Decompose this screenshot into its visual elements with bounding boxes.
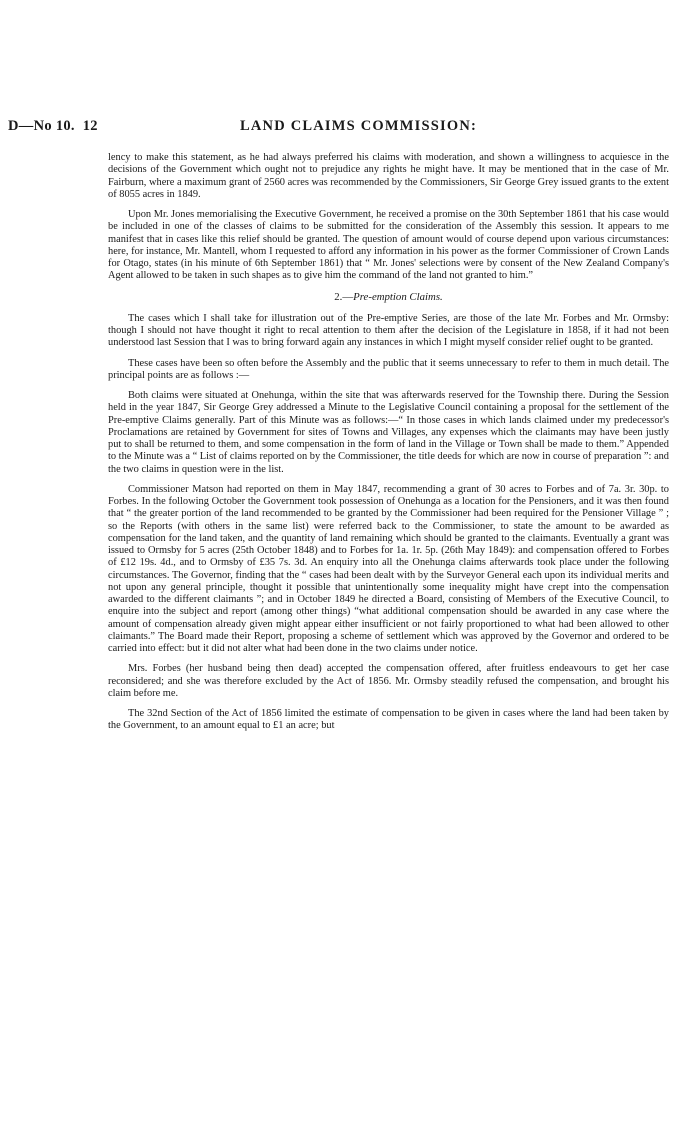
paragraph: Both claims were situated at Onehunga, within the site that was afterwards reserved for the Township there. During the Session held in the year 1847, Sir George Grey addressed a Minute to the Legislative Council containing a proposal for the settlement of the Pre-emptive Claims generally. Part of this Minute was as follows:—“ In those cases in which lands claimed under my predecessor's Proclamations are retained by Government for sites of Towns and Villages, any expenses which the claimants may have been justly put to shall be returned to them, and some compensation in the form of land in the Village or Town shall be made to them.” Appended to the Minute was a “ List of claims reported on by the Commissioner, the title deeds for which are now in course of preparation ”: and the two claims in question were in the list. bbox=[108, 390, 669, 475]
section-title: Pre-emption Claims. bbox=[353, 290, 443, 303]
paragraph: Mrs. Forbes (her husband being then dead) accepted the compensation offered, after fruitless endeavours to get her case reconsidered; and she was therefore excluded by the Act of 1856. Mr. Ormsby steadily refused the compensation, and brought his claim before me. bbox=[108, 663, 669, 699]
paragraph: These cases have been so often before the Assembly and the public that it seems unnecessary to refer to them in much detail. The principal points are as follows :— bbox=[108, 357, 669, 381]
section-heading bbox=[108, 291, 669, 303]
paragraph: Commissioner Matson had reported on them in May 1847, recommending a grant of 30 acres to Forbes and of 7a. 3r. 30p. to Forbes. In the following October the Government took possession of Onehunga as a location for the Pensioners, and it was then found that “ the greater portion of the land recommended to be granted by the Commissioner had been required for the Pensioner Village ” ; so the Reports (with others in the same list) were referred back to the Commissioner, to state the amount to be awarded as compensation for the land taken, and the quantity of land remaining which should be granted to the claimants. Eventually a grant was issued to Ormsby for 5 acres (25th October 1848) and to Forbes for 1a. 1r. 5p. (26th May 1849): and compensation offered to Forbes of £12 19s. 4d., and to Ormsby of £35 7s. 3d. An enquiry into all the Onehunga claims afterwards took place under the following circumstances. The Governor, finding that the “ cases had been dealt with by the Surveyor General each upon its individual merits and not upon any general principle, thought it possible that unintentionally some inequality might have crept into the compensation awarded to the different claimants ”; and in October 1849 he directed a Board, consisting of Members of the Executive Council, to enquire into the subject and report (among other things) “what additional compensation should be awarded in any case where the amount of compensation already given might appear either insufficient or not fairly proportioned to what had been allowed to other claimants.” The Board made their Report, proposing a scheme of settlement which was approved by the Governor and ordered to be carried into effect: but it did not alter what had been done in the two claims under notice. bbox=[108, 483, 669, 654]
page-reference bbox=[8, 118, 98, 135]
paragraph: The 32nd Section of the Act of 1856 limited the estimate of compensation to be given in cases where the land had been taken by the Government, to an amount equal to £1 an acre; but bbox=[108, 708, 669, 732]
page-title: LAND CLAIMS COMMISSION: bbox=[240, 118, 478, 134]
document-body bbox=[108, 152, 669, 741]
paragraph: lency to make this statement, as he had always preferred his claims with moderation, and shown a willingness to acquiesce in the decisions of the Government which ought not to prejudice any rights he might have. It may be mentioned that in the case of Mr. Fairburn, where a maximum grant of 2560 acres was recommended by the Commissioners, Sir George Grey issued grants to the extent of 8055 acres in 1849. bbox=[108, 152, 669, 200]
section-number: 2.— bbox=[334, 290, 354, 303]
paragraph: Upon Mr. Jones memorialising the Executive Government, he received a promise on the 30th September 1861 that his case would be included in one of the classes of claims to be submitted for the consideration of the Assembly this session. It appears to me manifest that in cases like this relief should be granted. The question of amount would of course depend upon various circumstances: here, for instance, Mr. Mantell, whom I requested to afford any information in his power as the former Commissioner of Crown Lands for Otago, states (in his minute of 6th September 1861) that “ Mr. Jones' selections were by consent of the New Zealand Company's Agent allowed to be taken in such shapes as to give him the command of the land not granted to him.” bbox=[108, 209, 669, 282]
page-header bbox=[0, 118, 700, 140]
page-number: 12 bbox=[82, 118, 98, 134]
document-ref: D—No 10. bbox=[8, 118, 75, 134]
paragraph: The cases which I shall take for illustration out of the Pre-emptive Series, are those of the late Mr. Forbes and Mr. Ormsby: though I should not have thought it right to recal attention to them after the decision of the Legislature in 1858, if it had not been understood last Session that I was to bring forward again any instances in which I might myself consider relief ought to be granted. bbox=[108, 312, 669, 349]
